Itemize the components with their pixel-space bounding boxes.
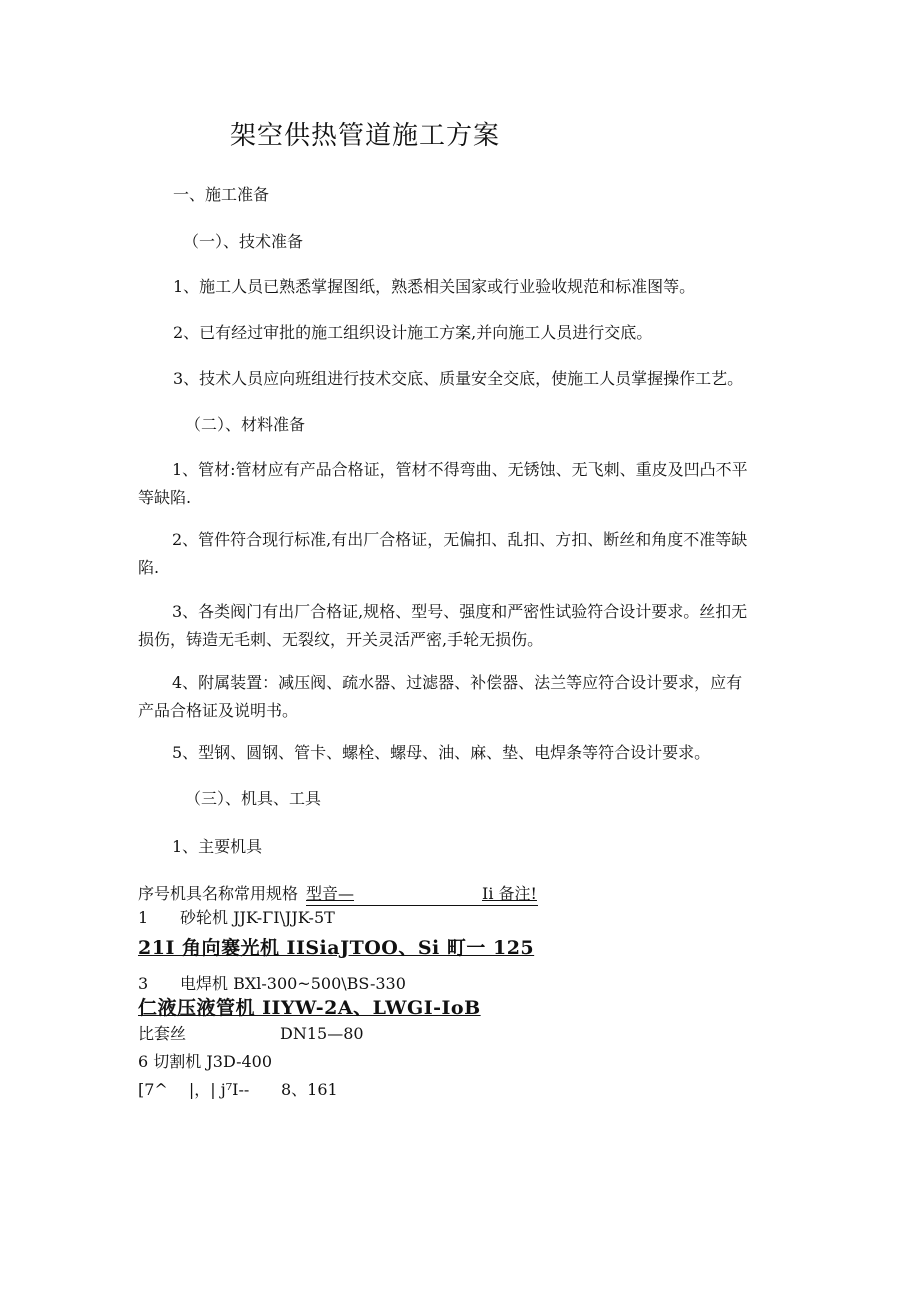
material-item-2: 2、管件符合现行标准,有出厂合格证，无偏扣、乱扣、方扣、断丝和角度不准等缺陷. — [138, 530, 748, 577]
table-row-3-num: 3 — [138, 974, 149, 993]
material-item-4: 4、附属装置：减压阀、疏水器、过滤器、补偿器、法兰等应符合设计要求，应有产品合格证及说明书。 — [138, 673, 743, 720]
table-row-4: 仁液压液管机 IIYW-2A、LWGI-IoB — [138, 997, 481, 1019]
table-row-1-num: 1 — [138, 908, 149, 927]
table-row-2: 21I 角向褰光机 IISiaJTOO、Si 町一 125 — [138, 937, 535, 959]
tech-item-3: 3、技术人员应向班组进行技术交底、质量安全交底，使施工人员掌握操作工艺。 — [173, 369, 744, 388]
table-header-left: 序号机具名称常用规格 — [138, 884, 299, 903]
subsection-heading-technical: （一）、技术准备 — [183, 232, 304, 251]
material-item-1: 1、管材:管材应有产品合格证，管材不得弯曲、无锈蚀、无飞刺、重皮及凹凸不平等缺陷. — [138, 460, 748, 507]
table-row-5-right: DN15—80 — [280, 1024, 364, 1043]
table-header-right: Ii 备注! — [482, 884, 537, 903]
material-item-3: 3、各类阀门有出厂合格证,规格、型号、强度和严密性试验符合设计要求。丝扣无损伤，铸造无毛刺、无裂纹，开关灵活严密,手轮无损伤。 — [138, 602, 748, 649]
table-row-1-text: 砂轮机 JJK-ΓI\JJK-5T — [180, 908, 335, 927]
table-row-7-left: [7^ |，| j⁷I-- — [138, 1080, 250, 1099]
table-row-5-left: 比套丝 — [138, 1024, 187, 1043]
table-row-3-text: 电焊机 BXl-300~500\BS-330 — [180, 974, 406, 993]
tech-item-1: 1、施工人员已熟悉掌握图纸，熟悉相关国家或行业验收规范和标准图等。 — [173, 277, 696, 296]
table-row-6: 6 切割机 J3D-400 — [138, 1052, 273, 1071]
table-row-7-right: 8、161 — [281, 1080, 338, 1099]
tech-item-2: 2、已有经过审批的施工组织设计施工方案,并向施工人员进行交底。 — [173, 323, 653, 342]
table-header-mid: 型音— — [306, 884, 355, 903]
table-header-underline — [306, 905, 538, 906]
subsection-heading-materials: （二）、材料准备 — [185, 415, 306, 434]
main-tools-heading: 1、主要机具 — [172, 837, 263, 856]
document-title: 架空供热管道施工方案 — [230, 121, 501, 151]
section-heading-preparation: 一、施工准备 — [173, 185, 270, 204]
subsection-heading-tools: （三）、机具、工具 — [185, 789, 322, 808]
material-item-5: 5、型钢、圆钢、管卡、螺栓、螺母、油、麻、垫、电焊条等符合设计要求。 — [172, 743, 711, 762]
